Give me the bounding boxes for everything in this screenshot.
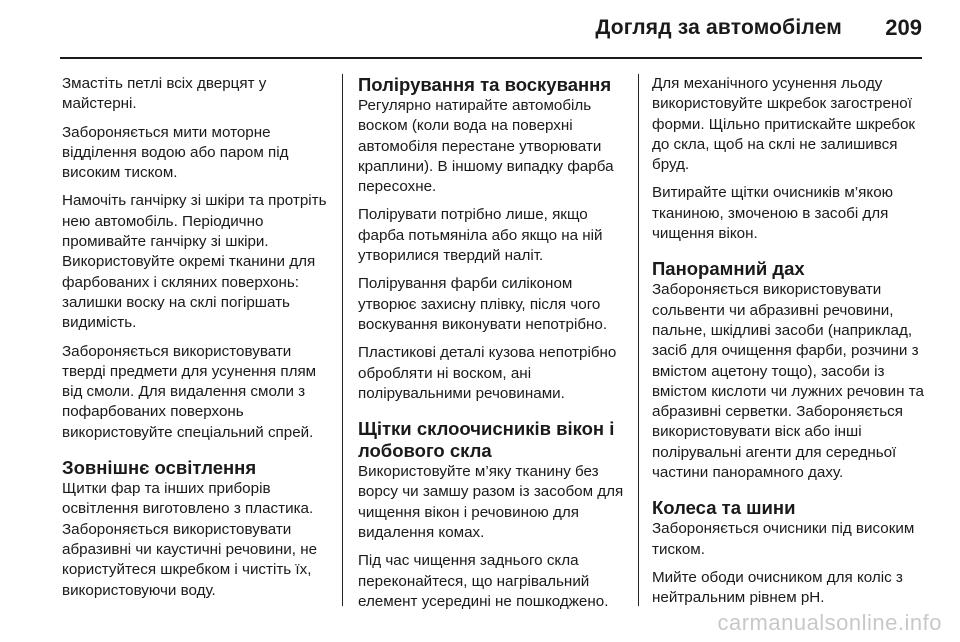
paragraph: Під час чищення заднього скла переконайтеся, що нагрівальний елемент усередині не пошкоджено.	[358, 552, 609, 610]
paragraph: Щитки фар та інших приборів освітлення виготовлено з пластика. Забороняється використовувати абразивні чи каустичні речовини, не користуйтеся шкребком і чистіть їх, використовуючи воду.	[62, 480, 318, 599]
paragraph: Забороняється використовувати сольвенти чи абразивні речовини, пальне, шкідливі засоби (наприклад, засіб для очищення фарби, розчини з вмістом ацетону тощо), засоби із вмістом кислоти чи лужних речовин та абразивні серветки. Забороняється використовувати віск або інші полірувальні агенти для середньої частини панорамного даху.	[652, 281, 924, 482]
paragraph: Забороняється мити моторне відділення водою або паром під високим тиском.	[62, 123, 289, 182]
paragraph: Регулярно натирайте автомобіль воском (коли вода на поверхні автомобіля перестане утворювати краплини). В іншому випадку фарба пересохне.	[358, 97, 614, 196]
paragraph: Змастіть петлі всіх дверцят у майстерні.	[62, 75, 267, 113]
column-divider	[342, 74, 343, 606]
paragraph: Для механічного усунення льоду використовуйте шкребок загостреної форми. Щільно притискайте шкребок до скла, щоб на склі не залишився бруд.	[652, 75, 916, 174]
paragraph: Забороняється очисники під високим тиском.	[652, 520, 915, 558]
column-2	[358, 74, 626, 620]
section-heading-panoramic-roof: Панорамний дах	[652, 258, 805, 280]
paragraph: Забороняється використовувати тверді предмети для усунення плям від смоли. Для видалення смоли з пофарбованих поверхонь використовуйте спеціальний спрей.	[62, 342, 317, 441]
paragraph: Витирайте щітки очисників м’якою тканиною, змоченою в засобі для чищення вікон.	[652, 184, 894, 243]
column-1	[62, 74, 328, 609]
page-number: 209	[885, 15, 922, 40]
column-3	[652, 74, 924, 617]
section-heading-wipers: Щітки склоочисників вікон і лобового скла	[358, 418, 615, 462]
section-heading-wheels-tyres: Колеса та шини	[652, 497, 796, 519]
paragraph: Полірування фарби силіконом утворює захисну плівку, після чого воскування виконувати непотрібно.	[358, 275, 608, 333]
header-rule	[60, 57, 922, 59]
paragraph: Намочіть ганчірку зі шкіри та протріть нею автомобіль. Періодично промивайте ганчірку зі шкіри. Використовуйте окремі тканини для фарбованих і скляних поверхонь: залишки воску на склі погіршать видимість.	[62, 192, 327, 332]
paragraph: Мийте ободи очисником для коліс з нейтральним рівнем pH.	[652, 568, 903, 607]
watermark: carmanualsonline.info	[717, 610, 942, 635]
page-header	[0, 0, 960, 52]
paragraph: Полірувати потрібно лише, якщо фарба потьмяніла або якщо на ній утворилися твердий наліт.	[358, 206, 603, 265]
paragraph: Використовуйте м’яку тканину без ворсу чи замшу разом із засобом для чищення вікон і речовиною для видалення комах.	[358, 463, 624, 542]
page-title: Догляд за автомобілем	[595, 16, 842, 39]
section-heading-polishing: Полірування та воскування	[358, 74, 612, 95]
column-divider	[638, 74, 639, 606]
section-heading-exterior-lights: Зовнішнє освітлення	[62, 457, 257, 479]
paragraph: Пластикові деталі кузова непотрібно обробляти ні воском, ані полірувальними речовинами.	[358, 344, 617, 402]
